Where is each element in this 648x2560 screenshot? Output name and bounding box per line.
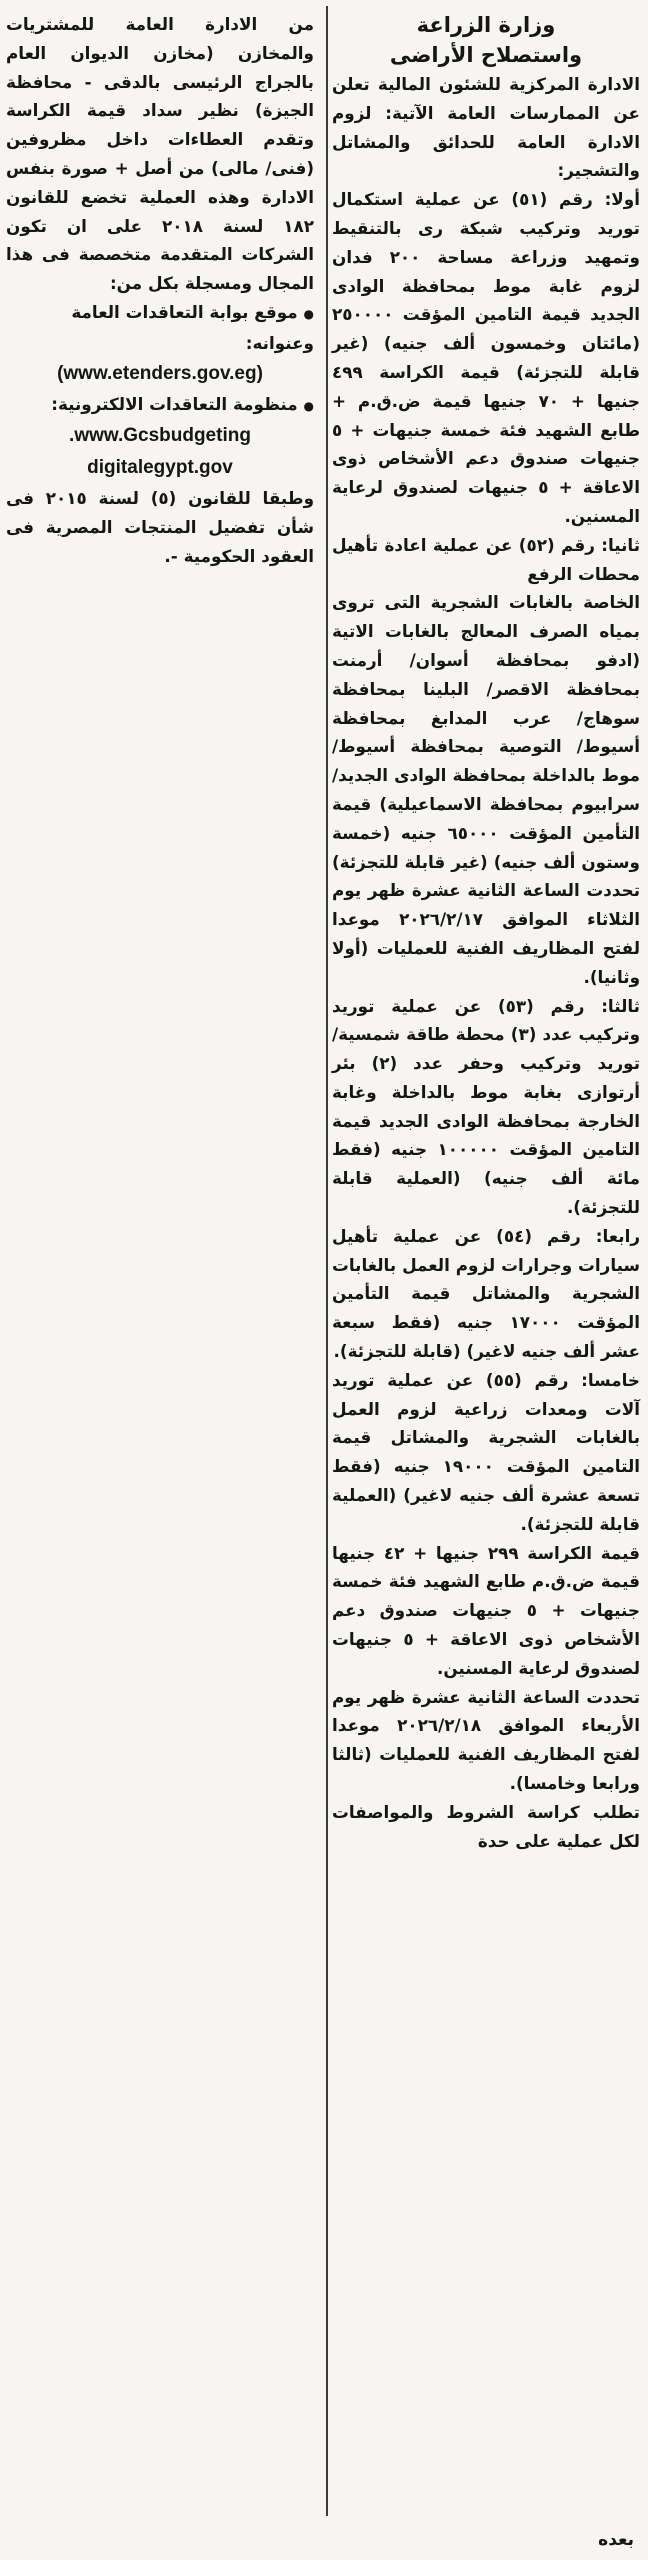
booklet-price: قيمة الكراسة ٢٩٩ جنيها + ٤٢ جنيها قيمة ض.ق.م طابع الشهيد فئة خمسة جنيهات + ٥ جنيهات صندوق دعم الأشخاص ذوى الاعاقة + ٥ جنيهات لصندوق لرعاية المسنين. bbox=[332, 1542, 640, 1678]
bullet-egp-title: منظومة التعاقدات الالكترونية: bbox=[51, 393, 298, 414]
column-divider bbox=[326, 6, 328, 2516]
item-first: أولا: رقم (٥١) عن عملية استكمال توريد وتركيب شبكة رى بالتنقيط وتمهيد وزراعة مساحة ٢٠٠ فدان لزوم غابة موط بمحافظة الوادى الجديد قيمة التامين المؤقت ٢٥٠٠٠٠ (مائتان وخمسون ألف جنيه) (غير قابلة للتجزئة) قيمة الكراسة ٤٩٩ جنيها + ٧٠ جنيها قيمة ض.ق.م + طابع الشهيد فئة خمسة جنيهات + ٥ جنيهات صندوق دعم الأشخاص ذوى الاعاقة + ٥ جنيهات لصندوق لرعاية المسنين. bbox=[332, 189, 641, 526]
booklet-request: تطلب كراسة الشروط والمواصفات لكل عملية على حدة bbox=[332, 1801, 640, 1851]
item-third: ثالثا: رقم (٥٣) عن عملية توريد وتركيب عدد (٣) محطة طاقة شمسية/ توريد وتركيب وحفر عدد (٢) بئر أرتوازى بغابة موط بالداخلة وغابة الخارجة بمحافظة الوادى الجديد قيمة التامين المؤقت ١٠٠٠٠٠ جنيه (فقط مائة ألف جنيه) (العملية قابلة للتجزئة). bbox=[332, 995, 641, 1218]
notice-intro: الادارة المركزية للشئون المالية تعلن عن الممارسات العامة الآتية: لزوم الادارة العامة للحدائق والمشاتل والتشجير: bbox=[332, 74, 640, 181]
notice-column-right bbox=[332, 10, 640, 1855]
bullet-dot-icon: ● bbox=[303, 306, 314, 321]
egp-url-line1[interactable]: www.Gcsbudgeting. bbox=[69, 425, 251, 447]
law-reference: وطبقا للقانون (٥) لسنة ٢٠١٥ فى شأن تفضيل المنتجات المصرية فى العقود الحكومية -. bbox=[6, 488, 314, 566]
ministry-title-line1: وزارة الزراعة bbox=[416, 13, 556, 37]
bullet-dot-icon: ● bbox=[303, 398, 314, 413]
purchase-instructions: من الادارة العامة للمشتريات والمخازن (مخازن الديوان العام بالجراج الرئيسى بالدقى - محافظة الجيزة) نظير سداد قيمة الكراسة وتقدم العطاءات داخل مظروفين (فنى/ مالى) من أصل + صورة بنفس الادارة وهذه العملية تخضع للقانون ١٨٢ لسنة ٢٠١٨ على ان تكون الشركات المتقدمة متخصصة فى هذا المجال ومسجلة بكل من: bbox=[6, 14, 314, 294]
etenders-url[interactable]: (www.etenders.gov.eg) bbox=[57, 362, 263, 384]
egp-url-line2[interactable]: digitalegypt.gov bbox=[87, 457, 233, 479]
notice-column-left bbox=[6, 10, 314, 571]
item-second-body: الخاصة بالغابات الشجرية التى تروى بمياه الصرف المعالج بالغابات الاتية (ادفو بمحافظة أسوان/ أرمنت بمحافظة الاقصر/ البلينا بمحافظة سوهاج/ عرب المدابغ بمحافظة أسيوط/ التوصية بمحافظة أسيوط/ موط بالداخلة بمحافظة الوادى الجديد/ سرابيوم بمحافظة الاسماعيلية) قيمة التأمين المؤقت ٦٥٠٠٠ جنيه (خمسة وستون ألف جنيه) (غير قابلة للتجزئة) تحددت الساعة الثانية عشرة ظهر يوم الثلاثاء الموافق ٢٠٢٦/٢/١٧ موعدا لفتح المظاريف الفنية للعمليات (أولا وثانيا). bbox=[332, 592, 641, 987]
ministry-title-line2: واستصلاح الأراضى bbox=[389, 43, 583, 67]
bullet-etenders bbox=[6, 298, 314, 358]
bullet-etenders-title: موقع بوابة التعاقدات العامة وعنوانه: bbox=[71, 301, 314, 353]
bullet-egp bbox=[6, 390, 314, 421]
item-second-heading: ثانيا: رقم (٥٢) عن عملية اعادة تأهيل محطات الرفع bbox=[332, 534, 641, 584]
item-fourth: رابعا: رقم (٥٤) عن عملية تأهيل سيارات وجرارات لزوم العمل بالغابات الشجرية والمشاتل قيمة التأمين المؤقت ١٧٠٠٠ جنيه (فقط سبعة عشر ألف جنيه لاغير) (قابلة للتجزئة). bbox=[332, 1225, 640, 1362]
opening-date: تحددت الساعة الثانية عشرة ظهر يوم الأربعاء الموافق ٢٠٢٦/٢/١٨ موعدا لفتح المظاريف الفنية للعمليات (ثالثا ورابعا وخامسا). bbox=[332, 1686, 640, 1794]
item-fifth: خامسا: رقم (٥٥) عن عملية توريد آلات ومعدات زراعية لزوم العمل بالغابات الشجرية والمشاتل قيمة التامين المؤقت ١٩٠٠٠ جنيه (فقط تسعة عشرة ألف جنيه لاغير) (العملية قابلة للتجزئة). bbox=[332, 1369, 640, 1534]
continuation-marker: بعده bbox=[598, 2530, 634, 2550]
